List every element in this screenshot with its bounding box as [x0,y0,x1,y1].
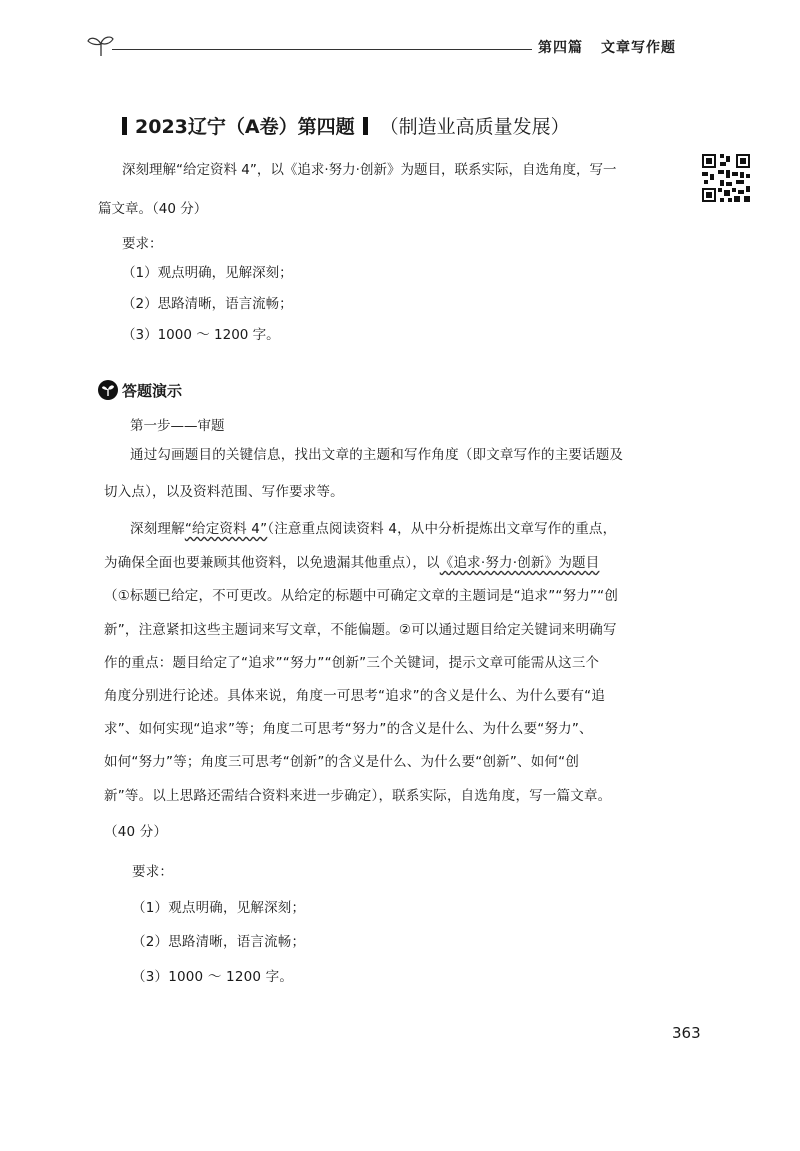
answer-requirement-2: （2）思路清晰，语言流畅； [132,934,306,950]
page-number: 363 [672,1024,701,1042]
answer-requirements-label: 要求： [132,864,174,880]
header-rule [112,49,532,50]
chapter-label: 第四篇 [538,40,583,56]
answer-heading-text: 答题演示 [122,382,183,400]
answer-line-3: 深刻理解“给定资料 4”（注意重点阅读资料 4，从中分析提炼出文章写作的重点， [130,521,617,537]
answer-line-4: 为确保全面也要兼顾其他资料，以免遗漏其他重点），以《追求·努力·创新》为题目 [104,555,600,571]
requirement-1: （1）观点明确，见解深刻； [122,265,293,281]
prompt-line-2: 篇文章。（40 分） [98,201,208,217]
sprout-icon [86,34,116,58]
answer-line-2: 切入点），以及资料范围、写作要求等。 [104,484,344,500]
section-label: 文章写作题 [601,40,676,56]
prompt-line-1: 深刻理解“给定资料 4”，以《追求·努力·创新》为题目，联系实际，自选角度，写一 [122,162,617,178]
requirements-label: 要求： [122,236,163,252]
title-bar-left [122,117,127,135]
answer-line-5: （①标题已给定，不可更改。从给定的标题中可确定文章的主题词是“追求”“努力”“创 [104,588,619,604]
qr-code-icon [700,152,752,204]
answer-section-heading [98,380,182,401]
answer-line-9: 求”、如何实现“追求”等；角度二可思考“努力”的含义是什么、为什么要“努力”、 [104,721,593,737]
title-subtitle: （制造业高质量发展） [379,116,570,138]
answer-line-12: （40 分） [104,824,168,840]
question-title [122,112,570,139]
answer-requirement-3: （3）1000 ～ 1200 字。 [132,969,294,985]
answer-line-1: 通过勾画题目的关键信息，找出文章的主题和写作角度（即文章写作的主要话题及 [130,447,624,463]
leaf-badge-icon [98,380,118,400]
requirement-2: （2）思路清晰，语言流畅； [122,296,293,312]
requirement-3: （3）1000 ～ 1200 字。 [122,327,280,343]
answer-line-11: 新”等。以上思路还需结合资料来进一步确定），联系实际，自选角度，写一篇文章。 [104,788,612,804]
title-bar-mid [363,117,368,135]
answer-requirement-1: （1）观点明确，见解深刻； [132,900,306,916]
answer-line-10: 如何“努力”等；角度三可思考“创新”的含义是什么、为什么要“创新”、如何“创 [104,754,580,770]
highlight-title: 《追求·努力·创新》为题目 [439,555,600,571]
step-1-heading: 第一步——审题 [130,418,225,434]
highlight-material-4: “给定资料 4” [184,521,268,537]
answer-line-6: 新”，注意紧扣这些主题词来写文章，不能偏题。②可以通过题目给定关键词来明确写 [104,622,617,638]
answer-line-8: 角度分别进行论述。具体来说，角度一可思考“追求”的含义是什么、为什么要有“追 [104,688,606,704]
title-main: 2023辽宁（A卷）第四题 [135,116,355,138]
answer-line-7: 作的重点：题目给定了“追求”“努力”“创新”三个关键词，提示文章可能需从这三个 [104,655,600,671]
running-header [538,37,676,57]
